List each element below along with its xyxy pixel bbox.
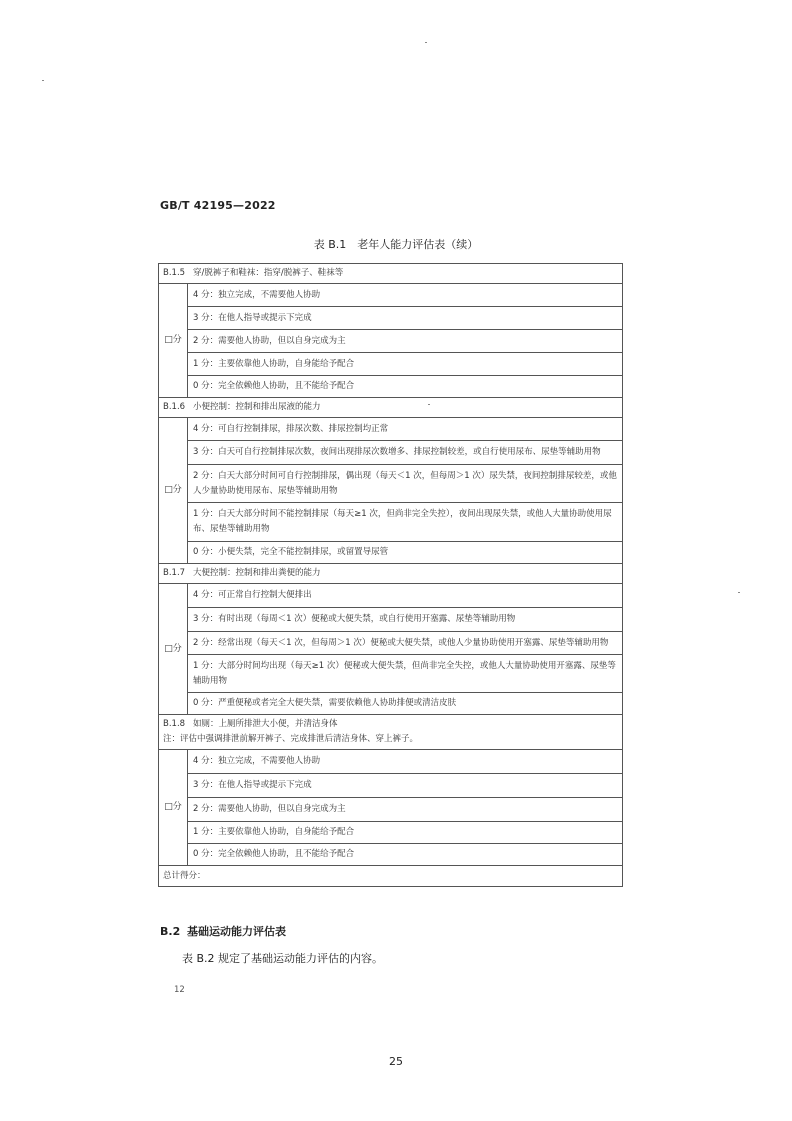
- option-row: [159, 542, 623, 564]
- option-row: [159, 632, 623, 655]
- assessment-table: [158, 263, 623, 887]
- page-number: 25: [389, 1055, 403, 1068]
- section-id: B.1.7: [163, 568, 186, 578]
- option-text: 4 分：独立完成，不需要他人协助: [188, 750, 623, 774]
- option-row: [159, 284, 623, 307]
- score-box[interactable]: □分: [159, 284, 188, 398]
- option-row: [159, 465, 623, 503]
- section-header: [159, 398, 623, 418]
- section-header: [159, 564, 623, 584]
- total-row: [159, 866, 623, 887]
- option-row: [159, 693, 623, 715]
- score-box[interactable]: □分: [159, 750, 188, 866]
- section-header: [159, 715, 623, 750]
- option-text: 1 分：主要依靠他人协助，自身能给予配合: [188, 822, 623, 844]
- option-text: 3 分：白天可自行控制排尿次数，夜间出现排尿次数增多、排尿控制较差，或自行使用尿布、尿垫等辅助用物: [188, 441, 623, 465]
- section-id: B.1.8: [163, 719, 186, 729]
- option-text: 2 分：需要他人协助，但以自身完成为主: [188, 330, 623, 353]
- option-text: 1 分：大部分时间均出现（每天≥1 次）便秘或大便失禁，但尚非完全失控，或他人大量协助使用开塞露、尿垫等辅助用物: [188, 655, 623, 693]
- option-text: 4 分：独立完成，不需要他人协助: [188, 284, 623, 307]
- option-row: [159, 774, 623, 798]
- standard-code: GB/T 42195—2022: [160, 199, 276, 212]
- scan-speck: [738, 592, 740, 593]
- option-row: [159, 584, 623, 608]
- original-page-mark: 12: [174, 985, 185, 995]
- option-text: 0 分：严重便秘或者完全大便失禁，需要依赖他人协助排便或清洁皮肤: [188, 693, 623, 715]
- section-header: [159, 264, 623, 284]
- score-box[interactable]: □分: [159, 584, 188, 715]
- option-text: 0 分：完全依赖他人协助，且不能给予配合: [188, 376, 623, 398]
- option-row: [159, 503, 623, 542]
- section-header-row: [159, 715, 623, 750]
- option-row: [159, 353, 623, 376]
- section-b2-heading: [160, 923, 286, 939]
- option-row: [159, 608, 623, 632]
- scan-speck: [42, 80, 44, 81]
- table-caption: 表 B.1 老年人能力评估表（续）: [313, 238, 479, 251]
- section-title: 大便控制：控制和排出粪便的能力: [193, 568, 321, 578]
- option-text: 3 分：在他人指导或提示下完成: [188, 307, 623, 330]
- option-text: 2 分：经常出现（每天＜1 次，但每周＞1 次）便秘或大便失禁，或他人少量协助使用开塞露、尿垫等辅助用物: [188, 632, 623, 655]
- option-text: 0 分：完全依赖他人协助，且不能给予配合: [188, 844, 623, 866]
- section-note: 注：评估中强调排泄前解开裤子、完成排泄后清洁身体、穿上裤子。: [163, 734, 419, 744]
- section-id: B.1.6: [163, 402, 186, 412]
- option-row: [159, 418, 623, 441]
- option-text: 1 分：白天大部分时间不能控制排尿（每天≥1 次，但尚非完全失控），夜间出现尿失禁，或他人大量协助使用尿布、尿垫等辅助用物: [188, 503, 623, 542]
- option-row: [159, 655, 623, 693]
- option-row: [159, 798, 623, 822]
- option-row: [159, 822, 623, 844]
- option-text: 2 分：需要他人协助，但以自身完成为主: [188, 798, 623, 822]
- option-row: [159, 441, 623, 465]
- scan-speck: [425, 42, 427, 43]
- score-box[interactable]: □分: [159, 418, 188, 564]
- section-title: 如厕：上厕所排泄大小便，并清洁身体: [193, 719, 338, 729]
- section-header-row: [159, 564, 623, 584]
- option-text: 1 分：主要依靠他人协助，自身能给予配合: [188, 353, 623, 376]
- section-id: B.1.5: [163, 268, 186, 278]
- section-header-row: [159, 264, 623, 284]
- option-row: [159, 307, 623, 330]
- option-row: [159, 750, 623, 774]
- option-row: [159, 844, 623, 866]
- option-text: 4 分：可自行控制排尿，排尿次数、排尿控制均正常: [188, 418, 623, 441]
- section-title: 穿/脱裤子和鞋袜：指穿/脱裤子、鞋袜等: [193, 268, 344, 278]
- option-text: 3 分：在他人指导或提示下完成: [188, 774, 623, 798]
- option-text: 4 分：可正常自行控制大便排出: [188, 584, 623, 608]
- option-text: 0 分：小便失禁，完全不能控制排尿，或留置导尿管: [188, 542, 623, 564]
- section-header-row: [159, 398, 623, 418]
- option-text: 3 分：有时出现（每周＜1 次）便秘或大便失禁，或自行使用开塞露、尿垫等辅助用物: [188, 608, 623, 632]
- section-title: 小便控制：控制和排出尿液的能力: [193, 402, 321, 412]
- section-b2-title: 基础运动能力评估表: [187, 925, 286, 938]
- total-score-field[interactable]: 总计得分：: [159, 866, 623, 887]
- option-row: [159, 376, 623, 398]
- section-b2-text: 表 B.2 规定了基础运动能力评估的内容。: [182, 952, 384, 965]
- option-row: [159, 330, 623, 353]
- option-text: 2 分：白天大部分时间可自行控制排尿，偶出现（每天＜1 次，但每周＞1 次）尿失禁，夜间控制排尿较差，或他人少量协助使用尿布、尿垫等辅助用物: [188, 465, 623, 503]
- section-title-line: [163, 717, 617, 732]
- section-b2-number: B.2: [160, 925, 181, 938]
